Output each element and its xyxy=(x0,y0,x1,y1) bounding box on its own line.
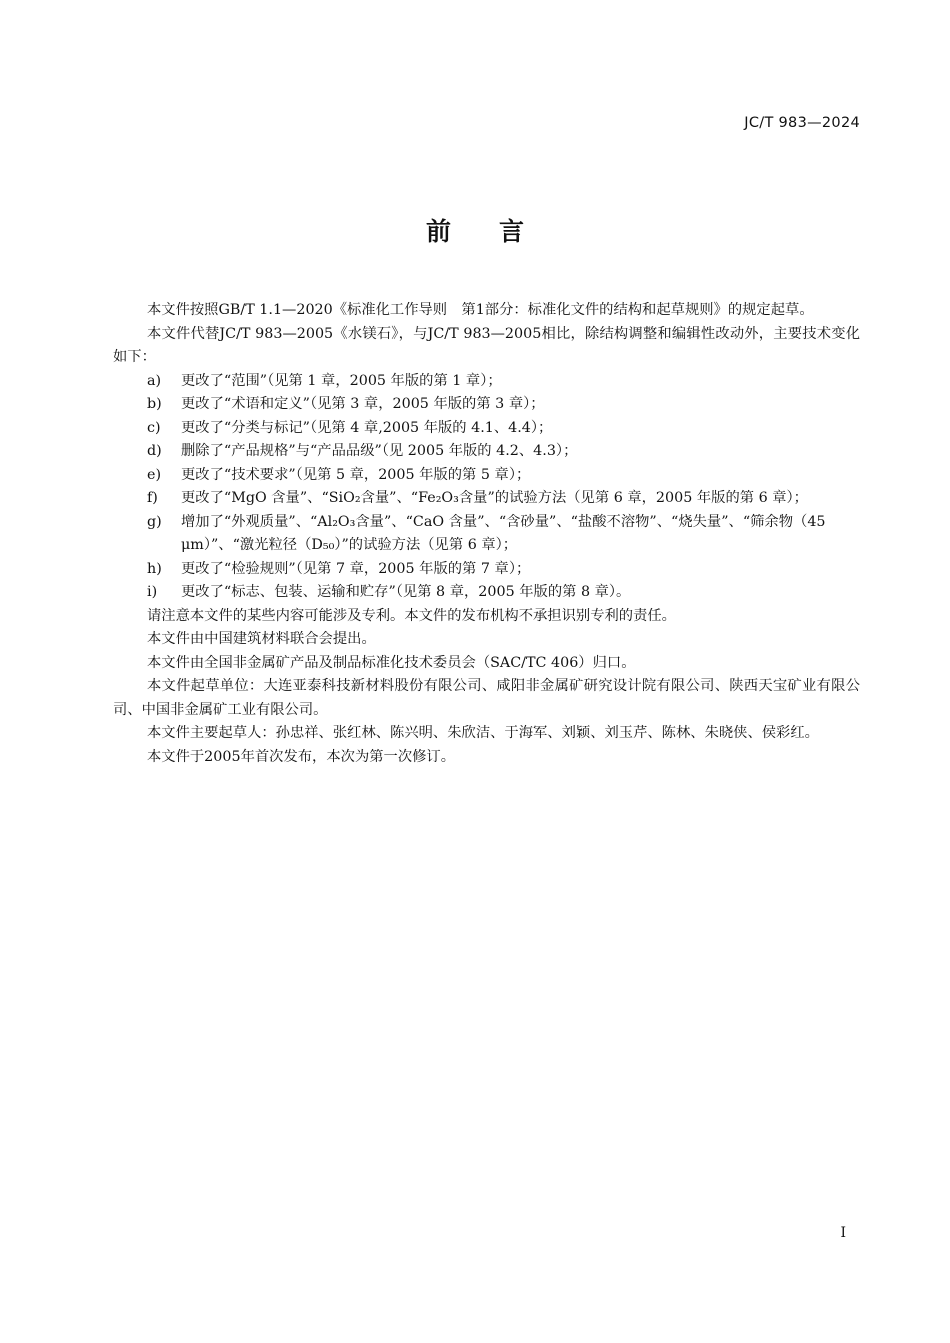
list-item xyxy=(113,464,860,488)
page-title: 前言 xyxy=(425,217,572,246)
paragraph-drafting-units: 本文件起草单位：大连亚泰科技新材料股份有限公司、咸阳非金属矿研究设计院有限公司、陕西天宝矿业有限公司、中国非金属矿工业有限公司。 xyxy=(113,678,860,718)
list-item xyxy=(113,370,860,394)
list-text: 增加了“外观质量”、“Al₂O₃含量”、“CaO 含量”、“含砂量”、“盐酸不溶物”、“烧失量”、“筛余物（45 μm）”、“激光粒径（D₅₀）”的试验方法（见第 6 章）； xyxy=(181,513,826,553)
list-marker: g) xyxy=(147,513,162,530)
list-marker: a) xyxy=(147,372,162,389)
paragraph-drafters: 本文件主要起草人：孙忠祥、张红林、陈兴明、朱欣洁、于海军、刘颖、刘玉芹、陈林、朱晓侠、侯彩红。 xyxy=(147,725,819,741)
document-code: JC/T 983—2024 xyxy=(744,115,860,131)
list-text: 更改了“标志、包装、运输和贮存”（见第 8 章，2005 年版的第 8 章）。 xyxy=(181,584,631,600)
list-item xyxy=(113,511,860,558)
list-item xyxy=(113,393,860,417)
list-text: 更改了“MgO 含量”、“SiO₂含量”、“Fe₂O₃含量”的试验方法（见第 6 章，2005 年版的第 6 章）； xyxy=(181,490,808,506)
paragraph-drafting-rules: 本文件按照GB/T 1.1—2020《标准化工作导则 第1部分：标准化文件的结构和起草规则》的规定起草。 xyxy=(147,302,814,318)
list-marker: c) xyxy=(147,419,161,436)
paragraph-patent-notice: 请注意本文件的某些内容可能涉及专利。本文件的发布机构不承担识别专利的责任。 xyxy=(147,607,676,624)
list-marker: i) xyxy=(147,584,158,600)
changes-list xyxy=(113,370,860,605)
paragraph-history: 本文件于2005年首次发布，本次为第一次修订。 xyxy=(147,748,456,765)
list-item xyxy=(113,487,860,511)
list-text: 更改了“范围”（见第 1 章，2005 年版的第 1 章）； xyxy=(181,372,502,389)
list-item xyxy=(113,417,860,441)
page-number: I xyxy=(840,1225,846,1241)
list-item xyxy=(113,581,860,605)
paragraph-committee: 本文件由全国非金属矿产品及制品标准化技术委员会（SAC/TC 406）归口。 xyxy=(147,654,636,671)
list-marker: e) xyxy=(147,466,162,483)
list-marker: h) xyxy=(147,560,162,577)
list-text: 更改了“术语和定义”（见第 3 章，2005 年版的第 3 章）； xyxy=(181,396,545,412)
paragraph-proposer: 本文件由中国建筑材料联合会提出。 xyxy=(147,631,376,647)
list-text: 更改了“检验规则”（见第 7 章，2005 年版的第 7 章）； xyxy=(181,560,531,577)
list-marker: b) xyxy=(147,396,162,412)
list-item xyxy=(113,558,860,582)
foreword-body xyxy=(113,299,860,769)
list-marker: d) xyxy=(147,443,162,459)
list-text: 更改了“技术要求”（见第 5 章，2005 年版的第 5 章）； xyxy=(181,466,531,483)
list-text: 更改了“分类与标记”（见第 4 章,2005 年版的 4.1、4.4）； xyxy=(181,419,553,436)
list-item xyxy=(113,440,860,464)
list-marker: f) xyxy=(147,490,158,506)
list-text: 删除了“产品规格”与“产品品级”（见 2005 年版的 4.2、4.3）； xyxy=(181,443,578,459)
paragraph-replacement: 本文件代替JC/T 983—2005《水镁石》，与JC/T 983—2005相比，除结构调整和编辑性改动外，主要技术变化如下： xyxy=(113,325,860,365)
